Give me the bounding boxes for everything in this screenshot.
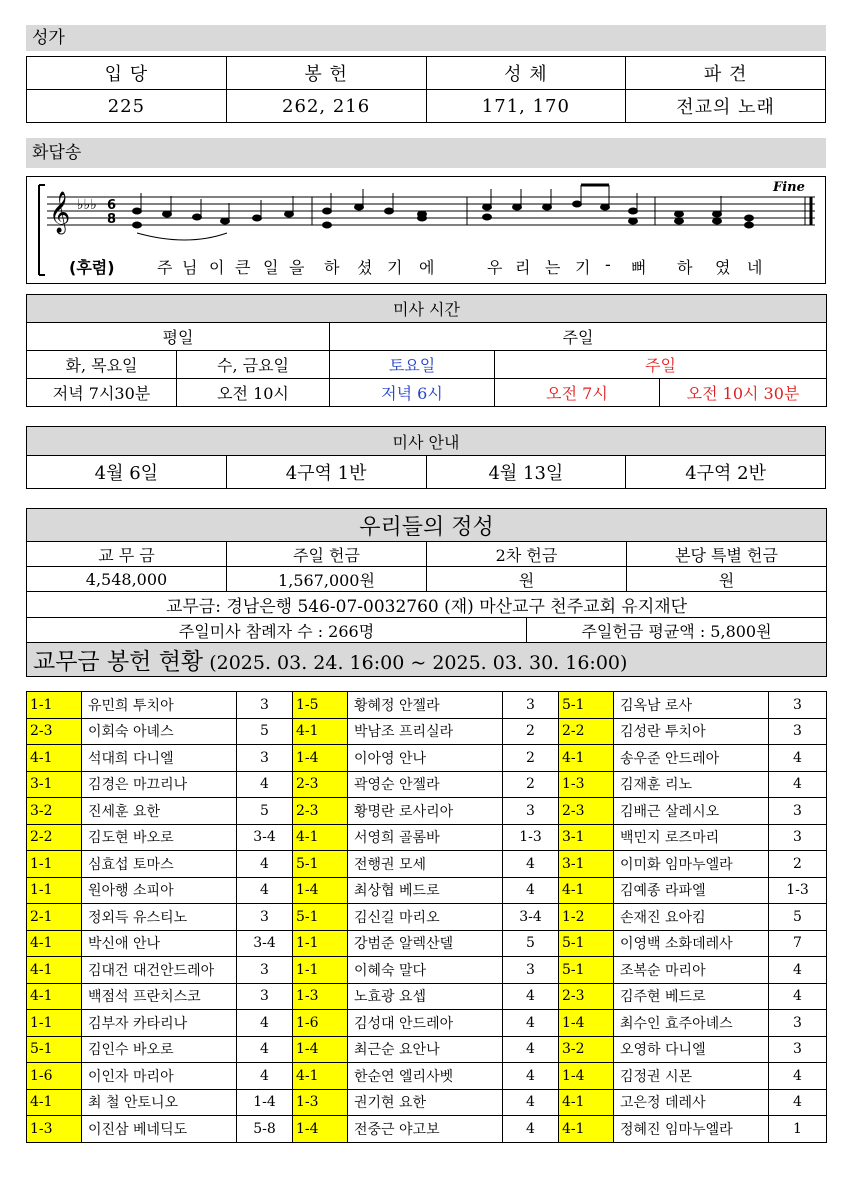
months-cell: 4	[769, 745, 827, 772]
months-cell: 2	[503, 771, 559, 798]
lyric-syllable: -	[605, 255, 611, 274]
donor-name-cell: 곽영순 안젤라	[348, 771, 503, 798]
district-cell: 2-3	[559, 983, 614, 1010]
day-wed-fri: 수, 금요일	[177, 351, 330, 379]
donor-name-cell: 이진삼 베네딕도	[82, 1116, 237, 1143]
donor-name-cell: 이미화 임마누엘라	[614, 851, 769, 878]
guide-group-2: 4구역 2반	[626, 456, 826, 489]
table-row	[27, 851, 827, 878]
months-cell: 5	[237, 718, 293, 745]
months-cell: 3-4	[237, 824, 293, 851]
district-cell: 1-1	[293, 957, 348, 984]
district-cell: 5-1	[293, 851, 348, 878]
table-row	[27, 824, 827, 851]
psalm-lyrics	[27, 255, 825, 277]
months-cell: 4	[769, 1063, 827, 1090]
donor-name-cell: 전중근 야고보	[348, 1116, 503, 1143]
time-tue-thu: 저녁 7시30분	[27, 379, 177, 407]
donor-name-cell: 최 철 안토니오	[82, 1089, 237, 1116]
donations-table	[26, 691, 827, 1143]
district-cell: 5-1	[27, 1036, 82, 1063]
district-cell: 1-1	[27, 851, 82, 878]
table-row	[27, 718, 827, 745]
months-cell: 4	[503, 1116, 559, 1143]
donor-name-cell: 송우준 안드레아	[614, 745, 769, 772]
district-cell: 2-3	[27, 718, 82, 745]
donor-name-cell: 이회숙 아녜스	[82, 718, 237, 745]
months-cell: 3	[237, 745, 293, 772]
donor-name-cell: 김예종 라파엘	[614, 877, 769, 904]
bank-account: 교무금: 경남은행 546-07-0032760 (재) 마산교구 천주교회 유지재단	[27, 592, 827, 618]
donations-title	[27, 643, 827, 677]
table-row	[27, 745, 827, 772]
donor-name-cell: 서영희 골롬바	[348, 824, 503, 851]
months-cell: 3-4	[503, 904, 559, 931]
district-cell: 4-1	[293, 1063, 348, 1090]
district-cell: 1-4	[293, 877, 348, 904]
weekday-label: 평일	[27, 323, 330, 351]
district-cell: 1-6	[293, 1010, 348, 1037]
donor-name-cell: 석대희 다니엘	[82, 745, 237, 772]
district-cell: 1-4	[293, 1036, 348, 1063]
table-row	[27, 798, 827, 825]
table-row	[27, 930, 827, 957]
months-cell: 4	[503, 983, 559, 1010]
donor-name-cell: 백민지 로즈마리	[614, 824, 769, 851]
district-cell: 4-1	[293, 718, 348, 745]
svg-text:8: 8	[107, 212, 117, 227]
offering-value-second: 원	[427, 567, 627, 592]
months-cell: 2	[769, 851, 827, 878]
mass-times-table	[26, 294, 827, 407]
lyric-syllable: 뻐	[631, 258, 647, 277]
months-cell: 3	[237, 904, 293, 931]
district-cell: 2-3	[293, 771, 348, 798]
months-cell: 4	[769, 983, 827, 1010]
months-cell: 3	[503, 957, 559, 984]
district-cell: 1-4	[293, 745, 348, 772]
donor-name-cell: 이혜숙 말다	[348, 957, 503, 984]
donor-name-cell: 권기현 요한	[348, 1089, 503, 1116]
svg-text:𝄞: 𝄞	[49, 192, 71, 233]
table-row	[27, 1116, 827, 1143]
district-cell: 2-2	[27, 824, 82, 851]
table-row	[27, 957, 827, 984]
district-cell: 4-1	[27, 983, 82, 1010]
months-cell: 3	[237, 957, 293, 984]
guide-date-1: 4월 6일	[27, 456, 227, 489]
district-cell: 1-5	[293, 692, 348, 719]
months-cell: 3	[503, 798, 559, 825]
donor-name-cell: 김부자 카타리나	[82, 1010, 237, 1037]
offering-value-sunday: 1,567,000원	[227, 567, 427, 592]
offerings-title: 우리들의 정성	[27, 509, 827, 542]
table-row	[27, 877, 827, 904]
donations-title-main: 교무금 봉헌 현황	[33, 649, 204, 675]
donor-name-cell: 고은정 데레사	[614, 1089, 769, 1116]
offerings-table	[26, 508, 827, 677]
donor-name-cell: 유민희 투치아	[82, 692, 237, 719]
table-row	[27, 692, 827, 719]
lyric-syllable: 일	[263, 258, 279, 277]
hymn-value-offertory: 262, 216	[226, 90, 426, 123]
donor-name-cell: 김성란 투치아	[614, 718, 769, 745]
donor-name-cell: 최근순 요안나	[348, 1036, 503, 1063]
district-cell: 1-3	[27, 1116, 82, 1143]
donor-name-cell: 정혜진 임마누엘라	[614, 1116, 769, 1143]
months-cell: 4	[769, 1089, 827, 1116]
day-tue-thu: 화, 목요일	[27, 351, 177, 379]
offering-value-special: 원	[627, 567, 827, 592]
district-cell: 4-1	[559, 1089, 614, 1116]
table-row	[27, 1089, 827, 1116]
donor-name-cell: 김성대 안드레아	[348, 1010, 503, 1037]
lyric-syllable: 셨	[357, 258, 373, 277]
donor-name-cell: 박신애 안나	[82, 930, 237, 957]
hymn-value-entrance: 225	[27, 90, 227, 123]
lyric-syllable: 에	[419, 258, 435, 277]
svg-text:♭♭♭: ♭♭♭	[77, 197, 97, 213]
months-cell: 3	[769, 1010, 827, 1037]
donor-name-cell: 백점석 프란치스코	[82, 983, 237, 1010]
svg-text:6: 6	[107, 198, 117, 213]
average-offering: 주일헌금 평균액 : 5,800원	[527, 618, 827, 643]
mass-times-title: 미사 시간	[27, 295, 827, 323]
district-cell: 5-1	[559, 692, 614, 719]
day-sunday: 주일	[495, 351, 827, 379]
lyric-syllable: 리	[515, 258, 531, 277]
months-cell: 3	[769, 692, 827, 719]
donor-name-cell: 조복순 마리아	[614, 957, 769, 984]
offering-header-special: 본당 특별 헌금	[627, 542, 827, 567]
donor-name-cell: 박남조 프리실라	[348, 718, 503, 745]
day-saturday: 토요일	[330, 351, 495, 379]
refrain-label: (후렴)	[69, 258, 115, 277]
district-cell: 1-1	[293, 930, 348, 957]
months-cell: 3	[237, 692, 293, 719]
donor-name-cell: 전행권 모세	[348, 851, 503, 878]
lyric-syllable: 하	[677, 258, 693, 277]
months-cell: 4	[237, 1010, 293, 1037]
months-cell: 5	[503, 930, 559, 957]
months-cell: 3	[237, 983, 293, 1010]
donor-name-cell: 오영하 다니엘	[614, 1036, 769, 1063]
months-cell: 4	[237, 877, 293, 904]
months-cell: 4	[237, 771, 293, 798]
hymn-header-entrance: 입 당	[27, 57, 227, 90]
time-sunday-late: 오전 10시 30분	[660, 379, 827, 407]
district-cell: 4-1	[27, 957, 82, 984]
district-cell: 2-2	[559, 718, 614, 745]
fine-mark: Fine	[773, 180, 805, 195]
table-row	[27, 771, 827, 798]
donor-name-cell: 한순연 엘리사벳	[348, 1063, 503, 1090]
hymn-value-recessional: 전교의 노래	[626, 90, 826, 123]
district-cell: 1-2	[559, 904, 614, 931]
district-cell: 3-2	[27, 798, 82, 825]
months-cell: 3	[769, 798, 827, 825]
district-cell: 2-3	[293, 798, 348, 825]
hymn-header-offertory: 봉 헌	[226, 57, 426, 90]
donor-name-cell: 손재진 요아킴	[614, 904, 769, 931]
district-cell: 5-1	[293, 904, 348, 931]
district-cell: 3-1	[559, 824, 614, 851]
donor-name-cell: 김대건 대건안드레아	[82, 957, 237, 984]
donor-name-cell: 황혜정 안젤라	[348, 692, 503, 719]
offering-header-second: 2차 헌금	[427, 542, 627, 567]
months-cell: 5-8	[237, 1116, 293, 1143]
district-cell: 1-3	[293, 983, 348, 1010]
months-cell: 1-4	[237, 1089, 293, 1116]
months-cell: 4	[769, 957, 827, 984]
months-cell: 5	[769, 904, 827, 931]
district-cell: 1-3	[559, 771, 614, 798]
lyric-syllable: 였	[715, 258, 731, 277]
district-cell: 1-4	[559, 1063, 614, 1090]
district-cell: 4-1	[559, 1116, 614, 1143]
offering-header-sunday: 주일 헌금	[227, 542, 427, 567]
table-row	[27, 1036, 827, 1063]
lyric-syllable: 는	[545, 258, 561, 277]
district-cell: 4-1	[293, 824, 348, 851]
donor-name-cell: 노효광 요셉	[348, 983, 503, 1010]
months-cell: 4	[503, 1036, 559, 1063]
months-cell: 4	[503, 877, 559, 904]
district-cell: 5-1	[559, 957, 614, 984]
lyric-syllable: 주	[157, 258, 173, 277]
psalm-score	[26, 176, 826, 284]
lyric-syllable: 님	[182, 258, 198, 277]
donor-name-cell: 이아영 안나	[348, 745, 503, 772]
donor-name-cell: 김옥남 로사	[614, 692, 769, 719]
psalm-title: 화답송	[26, 138, 826, 168]
offering-header-dues: 교 무 금	[27, 542, 227, 567]
donor-name-cell: 김재훈 리노	[614, 771, 769, 798]
mass-guide-title: 미사 안내	[27, 427, 826, 456]
district-cell: 1-6	[27, 1063, 82, 1090]
offering-value-dues: 4,548,000	[27, 567, 227, 592]
months-cell: 4	[503, 1089, 559, 1116]
district-cell: 5-1	[559, 930, 614, 957]
district-cell: 1-1	[27, 1010, 82, 1037]
donor-name-cell: 김도현 바오로	[82, 824, 237, 851]
donor-name-cell: 김신길 마리오	[348, 904, 503, 931]
lyric-syllable: 우	[487, 258, 503, 277]
months-cell: 3	[769, 1036, 827, 1063]
donor-name-cell: 심효섭 토마스	[82, 851, 237, 878]
donor-name-cell: 김배근 살레시오	[614, 798, 769, 825]
guide-date-2: 4월 13일	[426, 456, 626, 489]
district-cell: 3-1	[27, 771, 82, 798]
months-cell: 7	[769, 930, 827, 957]
time-wed-fri: 오전 10시	[177, 379, 330, 407]
months-cell: 4	[769, 771, 827, 798]
district-cell: 1-4	[293, 1116, 348, 1143]
months-cell: 4	[237, 1063, 293, 1090]
hymn-header-communion: 성 체	[426, 57, 626, 90]
lyric-syllable: 큰	[235, 258, 251, 277]
district-cell: 3-2	[559, 1036, 614, 1063]
months-cell: 1-3	[503, 824, 559, 851]
donor-name-cell: 정외득 유스티노	[82, 904, 237, 931]
lyric-syllable: 을	[289, 258, 305, 277]
months-cell: 3	[769, 718, 827, 745]
months-cell: 4	[237, 1036, 293, 1063]
donor-name-cell: 강범준 알렉산델	[348, 930, 503, 957]
donor-name-cell: 최수인 효주아녜스	[614, 1010, 769, 1037]
hymn-value-communion: 171, 170	[426, 90, 626, 123]
district-cell: 1-3	[293, 1089, 348, 1116]
time-sunday-early: 오전 7시	[495, 379, 660, 407]
hymn-header-recessional: 파 견	[626, 57, 826, 90]
district-cell: 3-1	[559, 851, 614, 878]
months-cell: 5	[237, 798, 293, 825]
donations-period: (2025. 03. 24. 16:00 ~ 2025. 03. 30. 16:00)	[209, 652, 628, 674]
table-row	[27, 983, 827, 1010]
lyric-syllable: 기	[387, 258, 403, 277]
district-cell: 4-1	[27, 1089, 82, 1116]
donor-name-cell: 이영백 소화데레사	[614, 930, 769, 957]
district-cell: 2-1	[27, 904, 82, 931]
months-cell: 2	[503, 745, 559, 772]
donor-name-cell: 김인수 바오로	[82, 1036, 237, 1063]
table-row	[27, 904, 827, 931]
months-cell: 4	[503, 1010, 559, 1037]
district-cell: 4-1	[27, 745, 82, 772]
lyric-syllable: 하	[324, 258, 340, 277]
guide-group-1: 4구역 1반	[226, 456, 426, 489]
donor-name-cell: 김정권 시몬	[614, 1063, 769, 1090]
donor-name-cell: 김주현 베드로	[614, 983, 769, 1010]
months-cell: 3-4	[237, 930, 293, 957]
months-cell: 4	[503, 1063, 559, 1090]
donor-name-cell: 진세훈 요한	[82, 798, 237, 825]
attendance-count: 주일미사 참례자 수 : 266명	[27, 618, 527, 643]
district-cell: 1-1	[27, 692, 82, 719]
district-cell: 4-1	[559, 877, 614, 904]
donor-name-cell: 김경은 마끄리나	[82, 771, 237, 798]
time-saturday: 저녁 6시	[330, 379, 495, 407]
table-row	[27, 1063, 827, 1090]
donor-name-cell: 최상협 베드로	[348, 877, 503, 904]
sunday-label: 주일	[330, 323, 827, 351]
table-row	[27, 1010, 827, 1037]
months-cell: 1	[769, 1116, 827, 1143]
donor-name-cell: 이인자 마리아	[82, 1063, 237, 1090]
months-cell: 4	[237, 851, 293, 878]
hymns-title: 성가	[26, 25, 826, 51]
district-cell: 1-1	[27, 877, 82, 904]
lyric-syllable: 이	[209, 258, 225, 277]
district-cell: 1-4	[559, 1010, 614, 1037]
donor-name-cell: 황명란 로사리아	[348, 798, 503, 825]
donor-name-cell: 원아행 소피아	[82, 877, 237, 904]
hymns-table	[26, 56, 826, 123]
district-cell: 4-1	[559, 745, 614, 772]
months-cell: 4	[503, 851, 559, 878]
lyric-syllable: 기	[575, 258, 591, 277]
months-cell: 3	[503, 692, 559, 719]
district-cell: 2-3	[559, 798, 614, 825]
months-cell: 3	[769, 824, 827, 851]
months-cell: 1-3	[769, 877, 827, 904]
lyric-syllable: 네	[747, 258, 763, 277]
months-cell: 2	[503, 718, 559, 745]
district-cell: 4-1	[27, 930, 82, 957]
mass-guide-table	[26, 426, 826, 489]
